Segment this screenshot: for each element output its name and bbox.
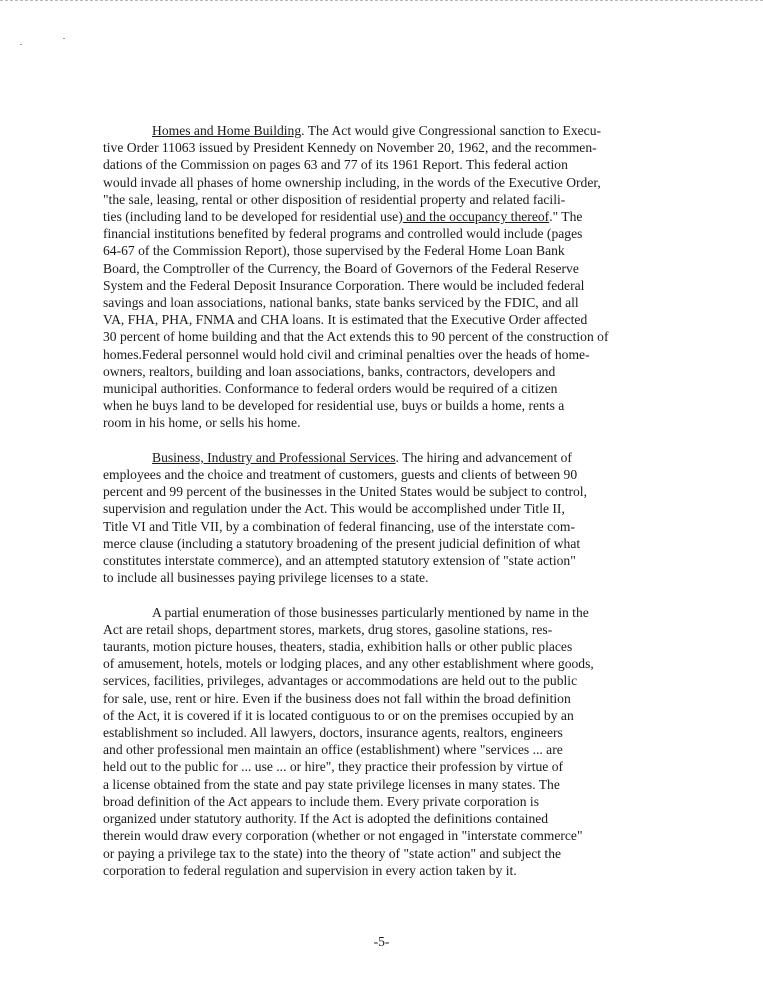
page-number: -5-: [373, 934, 390, 949]
paragraph-enumeration: A partial enumeration of those businesses particularly mentioned by name in the Act are retail shops, department stores, markets, drug stores, gasoline stations, res- taurants, motion picture houses, theaters, stadia, exhibition halls or other public places of amusement, hotels, motels or lodging places, and any other establishment where goods, services, facilities, privileges, advantages or accommodations are held out to the public for sale, use, rent or hire. Even if the business does not fall within the broad definition of the Act, it is covered if it is located contiguous to or on the premises occupied by an establishment so included. All lawyers, doctors, insurance agents, realtors, engineers and other professional men maintain an office (establishment) where "services ... are held out to the public for ... use ... or hire", they practice their profession by virtue of a license obtained from the state and pay state privilege licenses in many states. The broad definition of the Act appears to include them. Every private corporation is organized under statutory authority. If the Act is adopted the definitions contained therein would draw every corporation (whether or not engaged in "interstate commerce" or paying a privilege tax to the state) into the theory of "state action" and subject the corporation to federal regulation and supervision in every action taken by it.: [103, 604, 594, 878]
paragraph-business: Business, Industry and Professional Services. The hiring and advancement of employees and the choice and treatment of customers, guests and clients of between 90 percent and 99 percent of the businesses in the United States would be subject to control, supervision and regulation under the Act. This would be accomplished under Title II, Title VI and Title VII, by a combination of federal financing, use of the interstate com- merce clause (including a statutory broadening of the present judicial definition of what constitutes interstate commerce), and an attempted statutory extension of "state action" to include all businesses paying privilege licenses to a state.: [103, 449, 587, 586]
section-heading-business: Business, Industry and Professional Services: [152, 449, 396, 465]
paragraph-homes: Homes and Home Building. The Act would give Congressional sanction to Execu- tive Order 11063 issued by President Kennedy on November 20, 1962, and the recommen- dations of the Commission on pages 63 and 77 of its 1961 Report. This federal action would invade all phases of home ownership including, in the words of the Executive Order, "the sale, leasing, rental or other disposition of residential property and related facili- ties (including land to be developed for residential use) and the occupancy thereof." The financial institutions benefited by federal programs and controlled would include (pages 64-67 of the Commission Report), those supervised by the Federal Home Loan Bank Board, the Comptroller of the Currency, the Board of Governors of the Federal Reserve System and the Federal Deposit Insurance Corporation. There would be included federal savings and loan associations, national banks, state banks serviced by the FDIC, and all VA, FHA, PHA, FNMA and CHA loans. It is estimated that the Executive Order affected 30 percent of home building and that the Act extends this to 90 percent of the construction of homes.Federal personnel would hold civil and criminal penalties over the heads of home- owners, realtors, building and loan associations, banks, contractors, developers and municipal authorities. Conformance to federal orders would be required of a citizen when he buys land to be developed for residential use, buys or builds a home, rents a room in his home, or sells his home.: [103, 123, 609, 431]
underlined-phrase: and the occupancy thereof: [402, 209, 550, 225]
top-border: [0, 0, 763, 1]
scan-speck: [20, 44, 22, 45]
document-body: [103, 122, 731, 896]
scan-speck: [63, 38, 65, 39]
section-heading-homes: Homes and Home Building: [152, 123, 302, 138]
